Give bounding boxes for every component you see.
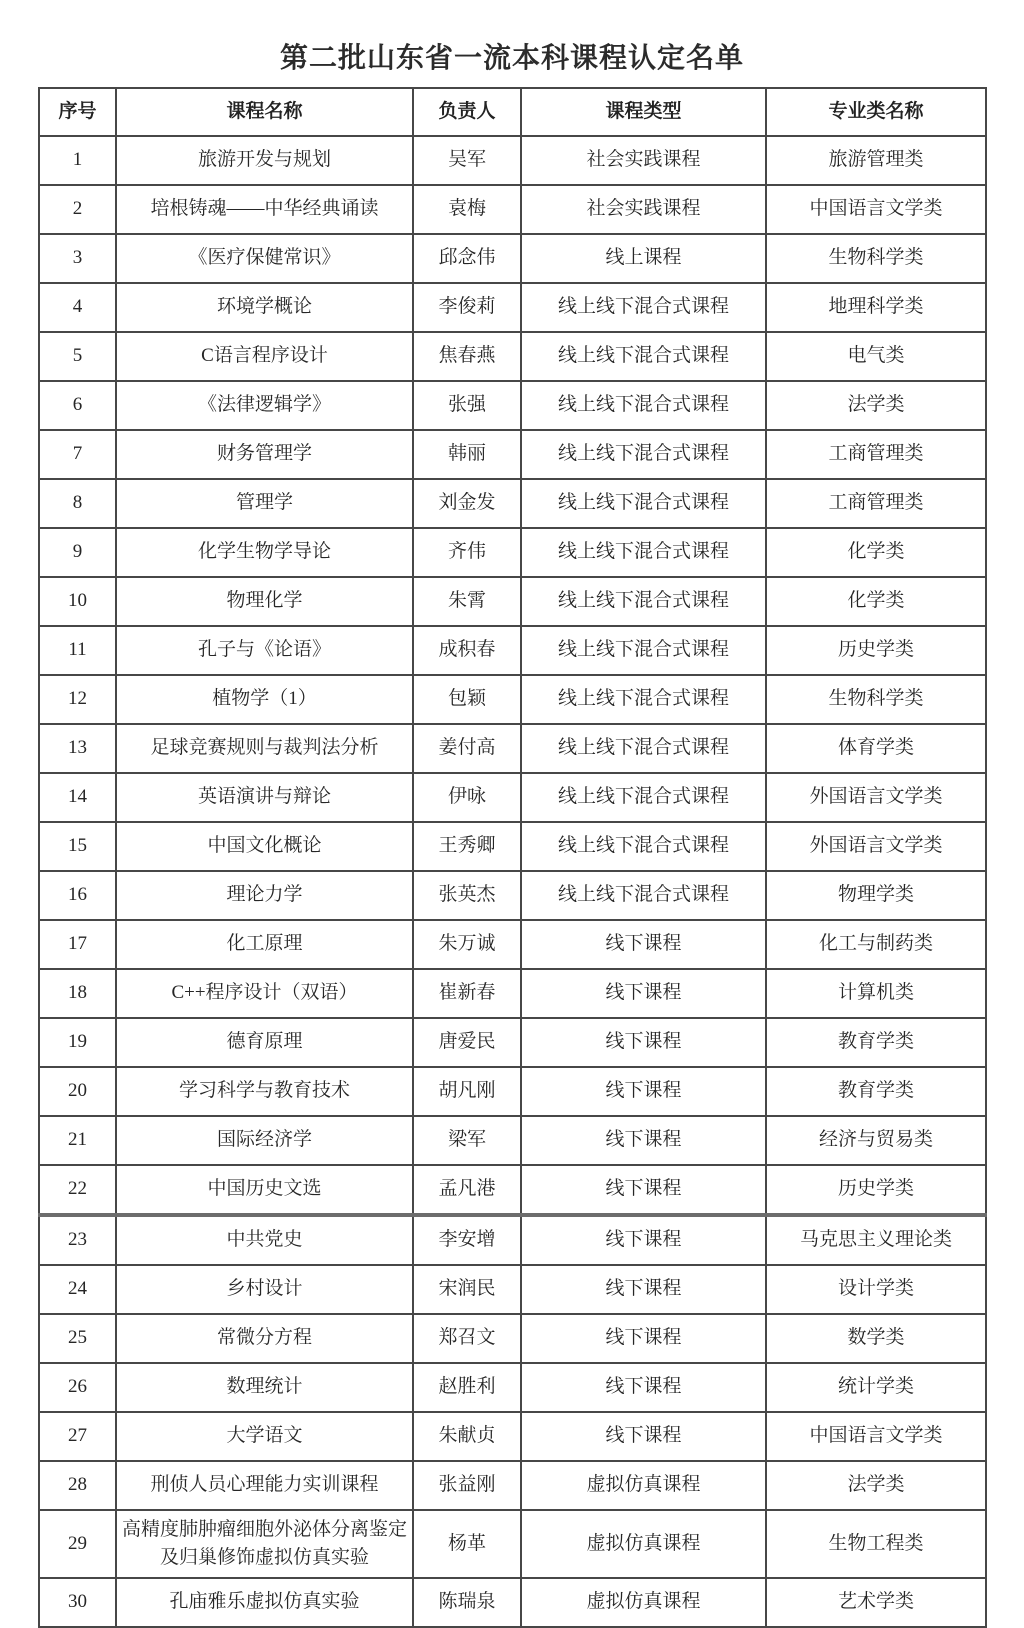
cell-category: 教育学类 (766, 1018, 986, 1067)
cell-leader: 郑召文 (413, 1314, 521, 1363)
table-row (39, 920, 986, 969)
cell-leader: 邱念伟 (413, 234, 521, 283)
cell-course-type: 线上线下混合式课程 (521, 430, 766, 479)
cell-category: 体育学类 (766, 724, 986, 773)
cell-serial-number: 19 (39, 1018, 116, 1067)
cell-category: 历史学类 (766, 626, 986, 675)
cell-serial-number: 16 (39, 871, 116, 920)
cell-course-type: 虚拟仿真课程 (521, 1510, 766, 1578)
cell-category: 法学类 (766, 1461, 986, 1510)
cell-serial-number: 27 (39, 1412, 116, 1461)
cell-course-name: 常微分方程 (116, 1314, 413, 1363)
header-leader: 负责人 (413, 88, 521, 136)
cell-leader: 陈瑞泉 (413, 1578, 521, 1627)
table-row (39, 1412, 986, 1461)
cell-serial-number: 10 (39, 577, 116, 626)
cell-leader: 孟凡港 (413, 1165, 521, 1215)
cell-course-type: 线下课程 (521, 920, 766, 969)
cell-category: 地理科学类 (766, 283, 986, 332)
cell-category: 生物工程类 (766, 1510, 986, 1578)
cell-category: 马克思主义理论类 (766, 1215, 986, 1265)
cell-category: 工商管理类 (766, 430, 986, 479)
cell-leader: 宋润民 (413, 1265, 521, 1314)
cell-course-name: C语言程序设计 (116, 332, 413, 381)
cell-course-name: 学习科学与教育技术 (116, 1067, 413, 1116)
cell-course-type: 线下课程 (521, 1363, 766, 1412)
table-body (39, 136, 986, 1627)
cell-serial-number: 23 (39, 1215, 116, 1265)
cell-course-name: C++程序设计（双语） (116, 969, 413, 1018)
cell-serial-number: 14 (39, 773, 116, 822)
cell-serial-number: 25 (39, 1314, 116, 1363)
cell-leader: 李安增 (413, 1215, 521, 1265)
cell-leader: 张英杰 (413, 871, 521, 920)
cell-course-type: 线上线下混合式课程 (521, 332, 766, 381)
table-row (39, 479, 986, 528)
cell-category: 统计学类 (766, 1363, 986, 1412)
cell-course-type: 线上线下混合式课程 (521, 283, 766, 332)
cell-course-name: 中国历史文选 (116, 1165, 413, 1215)
table-row (39, 283, 986, 332)
cell-category: 生物科学类 (766, 234, 986, 283)
cell-leader: 杨革 (413, 1510, 521, 1578)
cell-category: 历史学类 (766, 1165, 986, 1215)
course-table (38, 87, 987, 1628)
cell-course-type: 线上线下混合式课程 (521, 724, 766, 773)
table-row (39, 822, 986, 871)
cell-serial-number: 13 (39, 724, 116, 773)
cell-course-type: 线下课程 (521, 1314, 766, 1363)
cell-serial-number: 6 (39, 381, 116, 430)
table-row (39, 1067, 986, 1116)
cell-course-type: 线上线下混合式课程 (521, 577, 766, 626)
table-row (39, 773, 986, 822)
cell-leader: 伊咏 (413, 773, 521, 822)
cell-course-name: 《法律逻辑学》 (116, 381, 413, 430)
cell-category: 计算机类 (766, 969, 986, 1018)
cell-course-name: 德育原理 (116, 1018, 413, 1067)
cell-serial-number: 7 (39, 430, 116, 479)
cell-course-type: 线下课程 (521, 1215, 766, 1265)
cell-leader: 张益刚 (413, 1461, 521, 1510)
cell-serial-number: 22 (39, 1165, 116, 1215)
cell-course-name: 环境学概论 (116, 283, 413, 332)
cell-course-name: 财务管理学 (116, 430, 413, 479)
table-row (39, 675, 986, 724)
cell-serial-number: 11 (39, 626, 116, 675)
page-title: 第二批山东省一流本科课程认定名单 (279, 43, 744, 74)
cell-serial-number: 3 (39, 234, 116, 283)
cell-leader: 成积春 (413, 626, 521, 675)
cell-course-type: 线下课程 (521, 1265, 766, 1314)
cell-leader: 张强 (413, 381, 521, 430)
cell-serial-number: 17 (39, 920, 116, 969)
cell-leader: 袁梅 (413, 185, 521, 234)
table-row (39, 185, 986, 234)
cell-serial-number: 8 (39, 479, 116, 528)
cell-course-name: 乡村设计 (116, 1265, 413, 1314)
cell-course-name: 孔子与《论语》 (116, 626, 413, 675)
cell-category: 物理学类 (766, 871, 986, 920)
cell-leader: 赵胜利 (413, 1363, 521, 1412)
cell-leader: 焦春燕 (413, 332, 521, 381)
cell-course-type: 线上线下混合式课程 (521, 479, 766, 528)
cell-course-name: 足球竞赛规则与裁判法分析 (116, 724, 413, 773)
cell-category: 法学类 (766, 381, 986, 430)
cell-serial-number: 21 (39, 1116, 116, 1165)
table-row (39, 1314, 986, 1363)
cell-leader: 王秀卿 (413, 822, 521, 871)
cell-course-type: 线下课程 (521, 1412, 766, 1461)
cell-category: 中国语言文学类 (766, 185, 986, 234)
table-row (39, 1510, 986, 1578)
cell-leader: 吴军 (413, 136, 521, 185)
cell-serial-number: 29 (39, 1510, 116, 1578)
cell-course-name: 孔庙雅乐虚拟仿真实验 (116, 1578, 413, 1627)
header-serial-number: 序号 (39, 88, 116, 136)
cell-course-name: 化工原理 (116, 920, 413, 969)
table-row (39, 577, 986, 626)
cell-course-name: 高精度肺肿瘤细胞外泌体分离鉴定及归巢修饰虚拟仿真实验 (116, 1510, 413, 1578)
cell-course-name: 大学语文 (116, 1412, 413, 1461)
cell-course-type: 线上线下混合式课程 (521, 381, 766, 430)
cell-serial-number: 30 (39, 1578, 116, 1627)
table-row (39, 1215, 986, 1265)
cell-leader: 刘金发 (413, 479, 521, 528)
cell-leader: 朱献贞 (413, 1412, 521, 1461)
table-row (39, 1265, 986, 1314)
cell-serial-number: 15 (39, 822, 116, 871)
cell-category: 经济与贸易类 (766, 1116, 986, 1165)
cell-category: 艺术学类 (766, 1578, 986, 1627)
cell-leader: 胡凡刚 (413, 1067, 521, 1116)
table-header-row (39, 88, 986, 136)
cell-leader: 包颖 (413, 675, 521, 724)
cell-serial-number: 2 (39, 185, 116, 234)
cell-course-name: 理论力学 (116, 871, 413, 920)
cell-course-type: 线上线下混合式课程 (521, 822, 766, 871)
cell-category: 化工与制药类 (766, 920, 986, 969)
table-row (39, 1363, 986, 1412)
table-row (39, 1165, 986, 1215)
table-row (39, 136, 986, 185)
cell-category: 外国语言文学类 (766, 822, 986, 871)
header-category: 专业类名称 (766, 88, 986, 136)
table-row (39, 1578, 986, 1627)
cell-course-name: 旅游开发与规划 (116, 136, 413, 185)
table-row (39, 724, 986, 773)
cell-course-type: 线下课程 (521, 969, 766, 1018)
cell-leader: 韩丽 (413, 430, 521, 479)
table-row (39, 430, 986, 479)
cell-category: 设计学类 (766, 1265, 986, 1314)
cell-course-name: 管理学 (116, 479, 413, 528)
table-row (39, 381, 986, 430)
cell-course-type: 线上线下混合式课程 (521, 675, 766, 724)
cell-course-type: 线下课程 (521, 1116, 766, 1165)
table-row (39, 234, 986, 283)
cell-course-name: 《医疗保健常识》 (116, 234, 413, 283)
cell-leader: 崔新春 (413, 969, 521, 1018)
cell-category: 外国语言文学类 (766, 773, 986, 822)
cell-course-name: 国际经济学 (116, 1116, 413, 1165)
cell-serial-number: 26 (39, 1363, 116, 1412)
cell-serial-number: 12 (39, 675, 116, 724)
cell-leader: 梁军 (413, 1116, 521, 1165)
cell-course-name: 培根铸魂——中华经典诵读 (116, 185, 413, 234)
cell-leader: 齐伟 (413, 528, 521, 577)
table-row (39, 626, 986, 675)
cell-category: 电气类 (766, 332, 986, 381)
cell-course-type: 线上线下混合式课程 (521, 528, 766, 577)
table-row (39, 969, 986, 1018)
cell-course-type: 社会实践课程 (521, 185, 766, 234)
cell-category: 数学类 (766, 1314, 986, 1363)
cell-course-name: 刑侦人员心理能力实训课程 (116, 1461, 413, 1510)
cell-course-type: 线下课程 (521, 1018, 766, 1067)
table-row (39, 528, 986, 577)
table-row (39, 1116, 986, 1165)
cell-serial-number: 28 (39, 1461, 116, 1510)
cell-leader: 李俊莉 (413, 283, 521, 332)
cell-course-type: 虚拟仿真课程 (521, 1578, 766, 1627)
cell-leader: 姜付高 (413, 724, 521, 773)
cell-category: 生物科学类 (766, 675, 986, 724)
cell-leader: 朱万诚 (413, 920, 521, 969)
cell-course-type: 线下课程 (521, 1067, 766, 1116)
cell-course-name: 英语演讲与辩论 (116, 773, 413, 822)
cell-serial-number: 9 (39, 528, 116, 577)
cell-course-type: 社会实践课程 (521, 136, 766, 185)
cell-serial-number: 24 (39, 1265, 116, 1314)
cell-serial-number: 4 (39, 283, 116, 332)
cell-leader: 朱霄 (413, 577, 521, 626)
cell-course-type: 线下课程 (521, 1165, 766, 1215)
cell-category: 旅游管理类 (766, 136, 986, 185)
cell-category: 中国语言文学类 (766, 1412, 986, 1461)
cell-course-name: 化学生物学导论 (116, 528, 413, 577)
header-course-type: 课程类型 (521, 88, 766, 136)
cell-course-type: 虚拟仿真课程 (521, 1461, 766, 1510)
cell-leader: 唐爱民 (413, 1018, 521, 1067)
cell-course-name: 中国文化概论 (116, 822, 413, 871)
cell-course-name: 物理化学 (116, 577, 413, 626)
cell-course-type: 线上线下混合式课程 (521, 871, 766, 920)
cell-serial-number: 18 (39, 969, 116, 1018)
table-row (39, 1018, 986, 1067)
table-row (39, 871, 986, 920)
cell-course-name: 中共党史 (116, 1215, 413, 1265)
cell-course-type: 线上线下混合式课程 (521, 626, 766, 675)
cell-course-type: 线上线下混合式课程 (521, 773, 766, 822)
cell-serial-number: 1 (39, 136, 116, 185)
header-course-name: 课程名称 (116, 88, 413, 136)
cell-category: 化学类 (766, 577, 986, 626)
cell-course-name: 植物学（1） (116, 675, 413, 724)
cell-category: 化学类 (766, 528, 986, 577)
cell-serial-number: 5 (39, 332, 116, 381)
cell-category: 工商管理类 (766, 479, 986, 528)
table-row (39, 332, 986, 381)
cell-category: 教育学类 (766, 1067, 986, 1116)
cell-course-name: 数理统计 (116, 1363, 413, 1412)
cell-course-type: 线上课程 (521, 234, 766, 283)
cell-serial-number: 20 (39, 1067, 116, 1116)
table-row (39, 1461, 986, 1510)
